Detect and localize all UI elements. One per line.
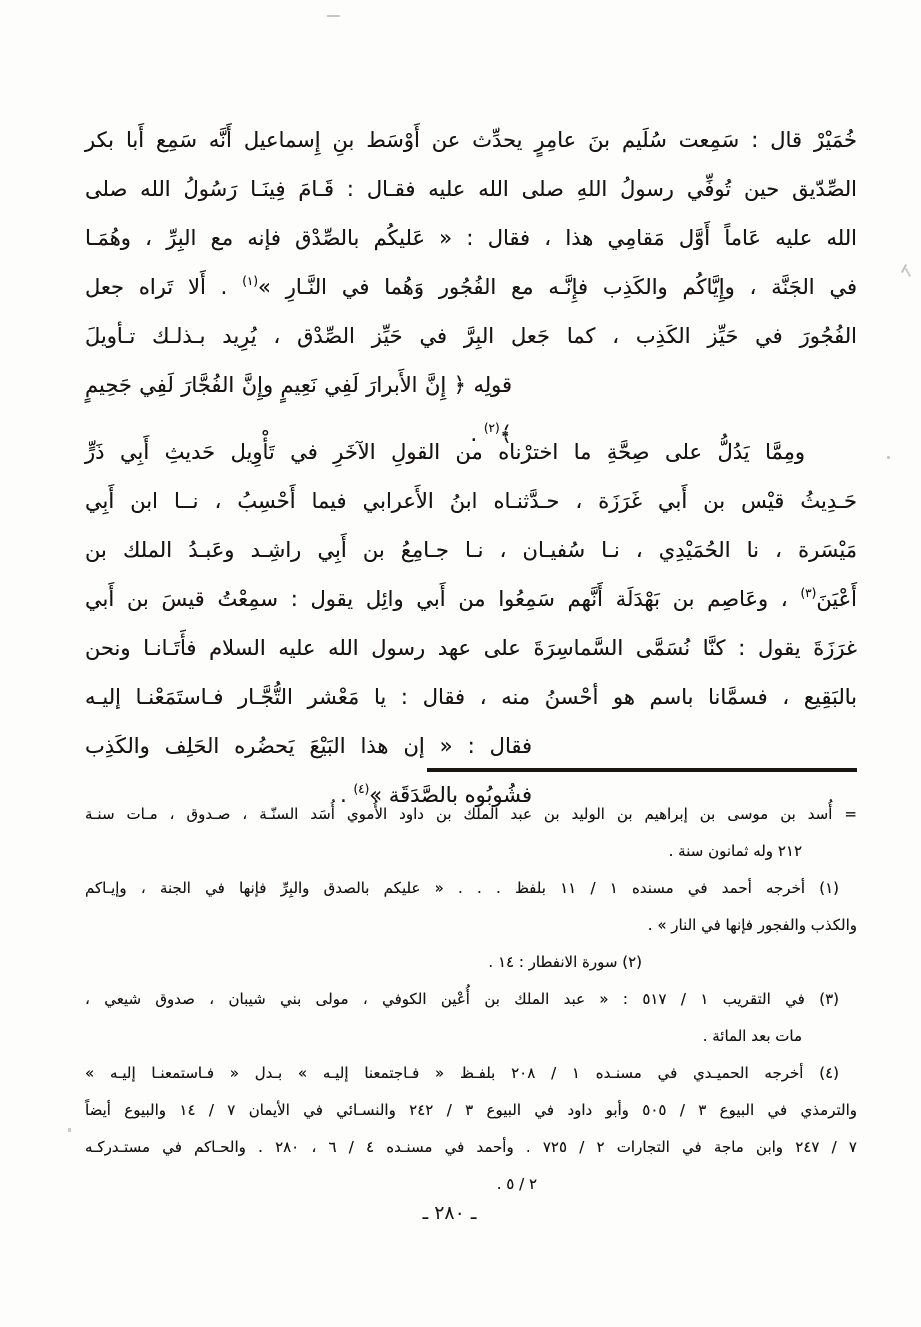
body-text: ، وعَاصِم بن بَهْدَلَة أَنَّهم سَمِعُوا من أَبي وائِل يقول : سمِعْتُ قيسَ بن أَبي (85, 587, 801, 611)
body-line: بالبَقِيع ، فسمَّانا باسم هو أحْسنُ منه ، فقال : يا مَعْشر التُّجَّـار فـاستَمَعْنـا إليـه (85, 685, 857, 709)
footnote-3-line: (٣) في التقريب ١ / ٥١٧ : « عبد الملك بن أُعْين الكوفي ، مولى بني شيبان ، صدوق شيعي ، (85, 990, 839, 1008)
footnote-2-line: (٢) سورة الانفطار : ١٤ . (488, 953, 642, 971)
footnote-4-line: ٧ / ٢٤٧ وابن ماجة في التجارات ٢ / ٧٢٥ . وأحمد في مسنـده ٤ / ٦ ، ٢٨٠ . والحـاكم في مستـدركـه (85, 1138, 857, 1156)
footnotes-section (85, 796, 857, 1203)
footnote-4-line: والترمذي في البيوع ٣ / ٥٠٥ وأبو داود في البيوع ٣ / ٢٤٢ والنسـائي في الأيمان ٧ / ١٤ والبيوع أيضاً (85, 1101, 857, 1119)
body-text: . (340, 783, 354, 807)
footnote-ref-2: (٢) (483, 421, 500, 435)
body-paragraph-1 (85, 116, 857, 459)
footnote-1-line: والكذب والفجور فإنها في النار » . (647, 916, 857, 934)
body-line (85, 263, 857, 312)
footnote-4-line: (٤) أخرجه الحميـدي في مسنـده ١ / ٢٠٨ بلفـظ « فـاجتمعنا إليـه » بـدل « فـاستمعنـا إليـه » (85, 1064, 840, 1082)
footnote-1-line: (١) أخرجه أحمد في مسنده ١ / ١١ بلفظ . . . « عليكم بالصدق والبِرِّ فإنها في الجنة ، وإيـاكم (85, 879, 839, 897)
body-line (85, 575, 857, 624)
body-line: ومِمَّا يَدُلُّ على صِحَّةِ ما اخترْناه من القولِ الآخَرِ في تَأْوِيل حَديثِ أَبِي ذَرٍّ (85, 440, 805, 464)
footnote-separator (427, 768, 857, 772)
scan-artifact (905, 268, 911, 277)
page-number: ـ ٢٨٠ ـ (422, 1202, 477, 1224)
body-paragraph-2 (85, 428, 857, 820)
footnote-ref-4: (٤) (353, 782, 370, 796)
body-line: خُمَيْرْ قال : سَمِعت سُلَيم بنَ عامِرٍ يحدِّث عن أَوْسَط بنِ إِسماعيل أَنَّه سَمِع أَبا بكر (85, 128, 857, 152)
scan-artifact (68, 1128, 71, 1132)
scan-artifact (327, 15, 340, 17)
body-line: الصِّدّيق حين تُوفِّي رسولُ اللهِ صلى الله عليه فقـال : قَـامَ فِينَـا رَسُولُ الله صلى (85, 177, 857, 201)
footnote-ref-3: (٣) (800, 586, 817, 600)
hadith-text: في الجَنَّة ، وإِيَّاكُم والكَذِب فإِنَّـه مع الفُجُور وَهُما في النَّـارِ » (258, 275, 857, 299)
body-line: الفُجُورَ في حَيِّز الكَذِب ، كما جَعل البِرَّ في حَيِّز الصِّدْق ، يُرِيد بـذلـك تـأويلَ (85, 324, 857, 348)
footnote-3-line: مات بعد المائة . (702, 1027, 802, 1045)
body-line: الله عليه عَاماً أَوَّل مَقامِي هذا ، فقال : « عَليكُم بالصِّدْق فإنه مع البِرِّ ، وهُمَـا (85, 226, 857, 250)
footnote-4-line: ٢ / ٥ . (496, 1175, 537, 1193)
footnote-ref-1: (١) (242, 274, 259, 288)
body-line: غرَزَةَ يقول : كنَّا نُسَمَّى السَّماسِرَةَ على عهد رسول الله عليه السلام فأَتَـانـا ونحن (85, 636, 857, 660)
footnote-continuation-line: ٢١٢ وله ثمانون سنة . (668, 842, 802, 860)
footnote-continuation-line: = أُسد بن موسى بن إبراهيم بن الوليد بن عبد الملك بن داود الأُموي أُسَد السنّـة ، صـدوق ، مـات سنـة (85, 805, 857, 823)
body-line: حَـدِيثُ قيْس بن أَبي غَرَزَة ، حـدَّثنـاه ابنُ الأَعرابي فيما أَحْسِبُ ، نــا ابن أَبِي (85, 489, 857, 513)
scan-artifact (887, 456, 890, 459)
quran-verse: قولِه ﴿ إِنَّ الأَبرارَ لَفِي نَعِيمٍ وإِنَّ الفُجَّارَ لَفِي جَحِيمٍ ﴾ (85, 373, 512, 446)
body-text: أَعْيَنَ (816, 587, 857, 611)
body-text: . أَلا تَراه جعل (85, 275, 243, 299)
body-text: . (470, 422, 484, 446)
body-line: مَيْسَرة ، نا الحُمَيْدِي ، نـا سُفيـان ، نـا جـامِعُ بن أَبِي راشِـد وعَبـدُ الملك بن (85, 538, 857, 562)
hadith-text: فقال : « إن هذا البَيْعَ يَحضُره الحَلِف والكَذِب فشُوبُوه بالصَّدَقَة » (85, 734, 532, 807)
